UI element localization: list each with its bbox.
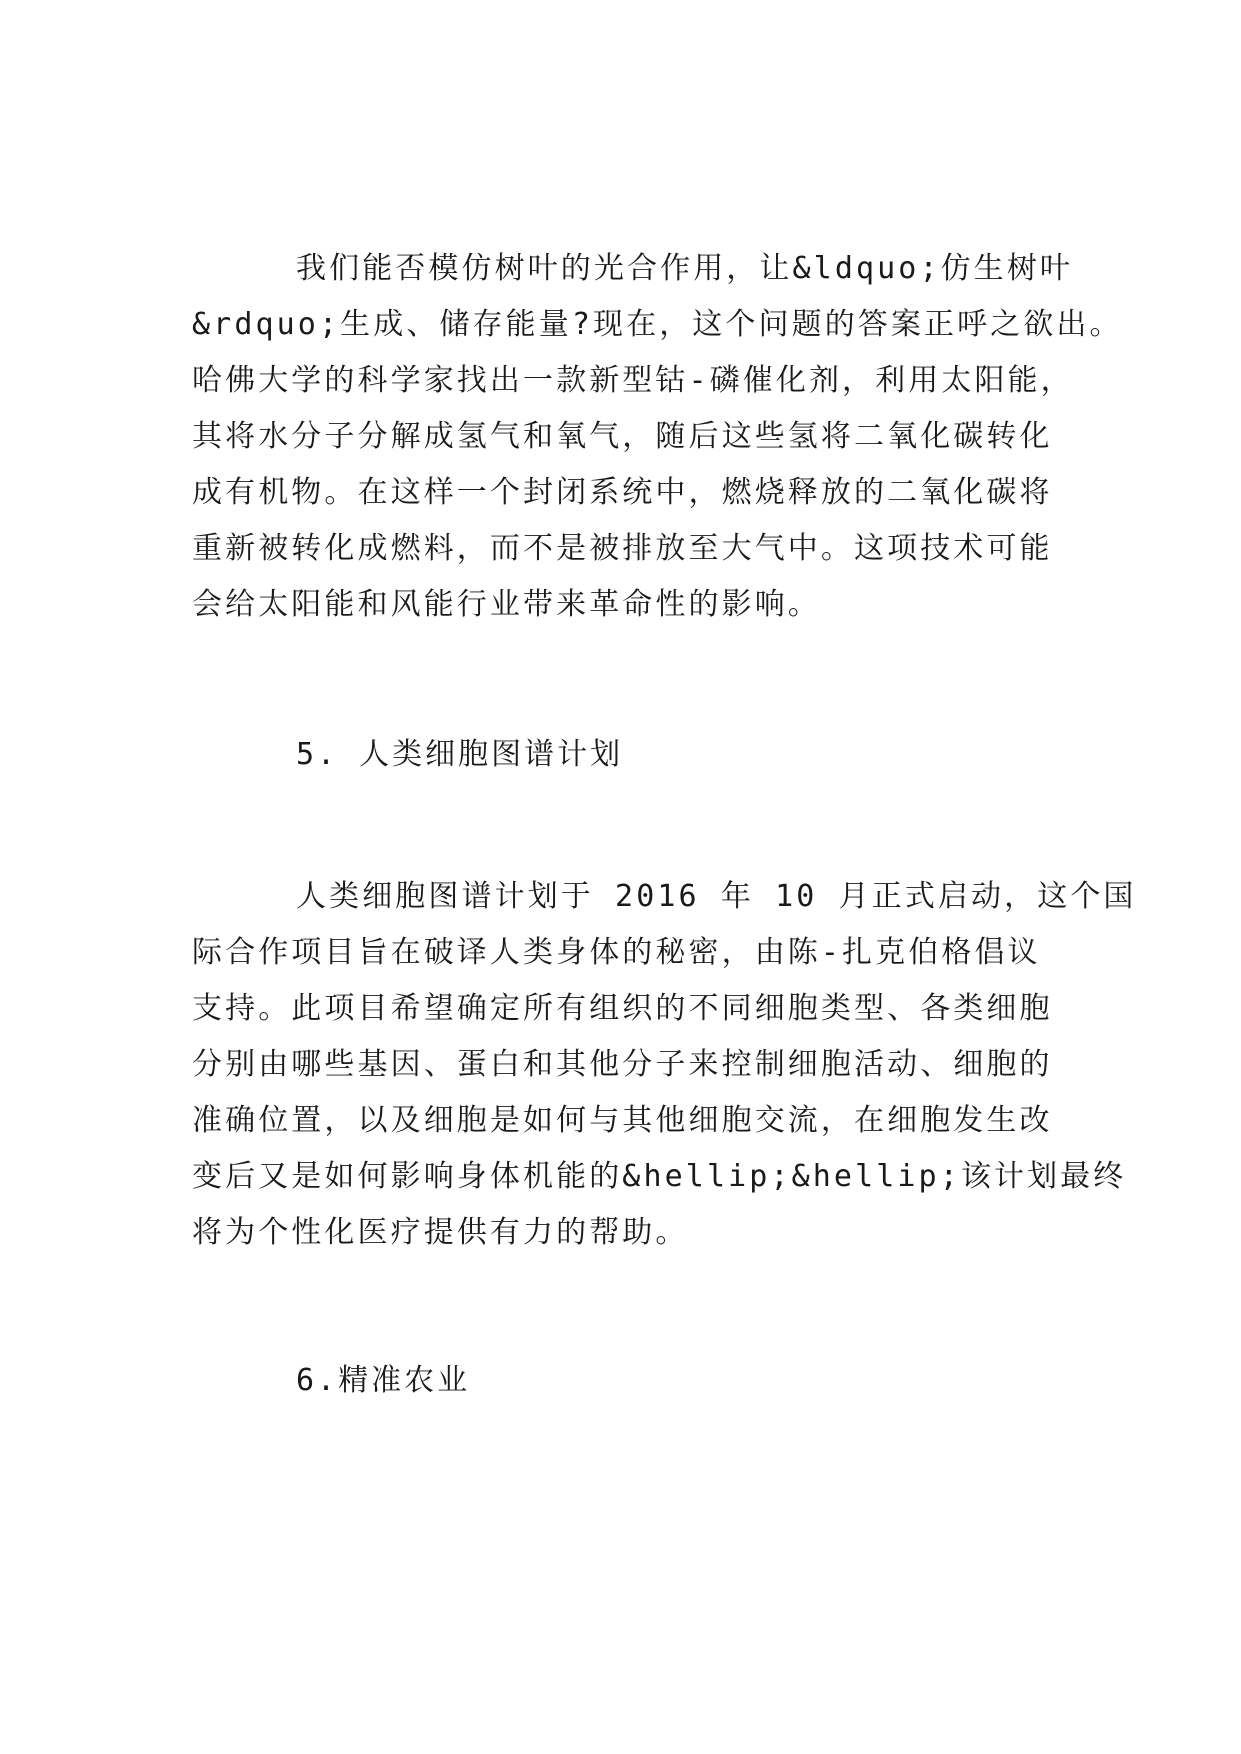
paragraph-line: 成有机物。在这样一个封闭系统中，燃烧释放的二氧化碳将 — [192, 475, 1053, 510]
paragraph-line: &rdquo;生成、储存能量?现在，这个问题的答案正呼之欲出。 — [192, 307, 1123, 342]
paragraph-line: 人类细胞图谱计划于 2016 年 10 月正式启动，这个国 — [296, 879, 1137, 914]
paragraph-line: 变后又是如何影响身体机能的&hellip;&hellip;该计划最终 — [192, 1159, 1127, 1194]
paragraph-line: 我们能否模仿树叶的光合作用，让&ldquo;仿生树叶 — [296, 251, 1074, 286]
paragraph-line: 将为个性化医疗提供有力的帮助。 — [192, 1215, 689, 1250]
paragraph-line: 哈佛大学的科学家找出一款新型钴-磷催化剂，利用太阳能， — [192, 363, 1074, 398]
section-heading-5: 5. 人类细胞图谱计划 — [296, 737, 624, 772]
paragraph-line: 际合作项目旨在破译人类身体的秘密，由陈-扎克伯格倡议 — [192, 935, 1041, 970]
section-heading-6: 6.精准农业 — [296, 1363, 471, 1398]
paragraph-line: 其将水分子分解成氢气和氧气，随后这些氢将二氧化碳转化 — [192, 419, 1053, 454]
paragraph-line: 会给太阳能和风能行业带来革命性的影响。 — [192, 587, 821, 622]
paragraph-line: 准确位置，以及细胞是如何与其他细胞交流，在细胞发生改 — [192, 1103, 1053, 1138]
paragraph-line: 重新被转化成燃料，而不是被排放至大气中。这项技术可能 — [192, 531, 1053, 566]
paragraph-line: 分别由哪些基因、蛋白和其他分子来控制细胞活动、细胞的 — [192, 1047, 1053, 1082]
paragraph-line: 支持。此项目希望确定所有组织的不同细胞类型、各类细胞 — [192, 991, 1053, 1026]
